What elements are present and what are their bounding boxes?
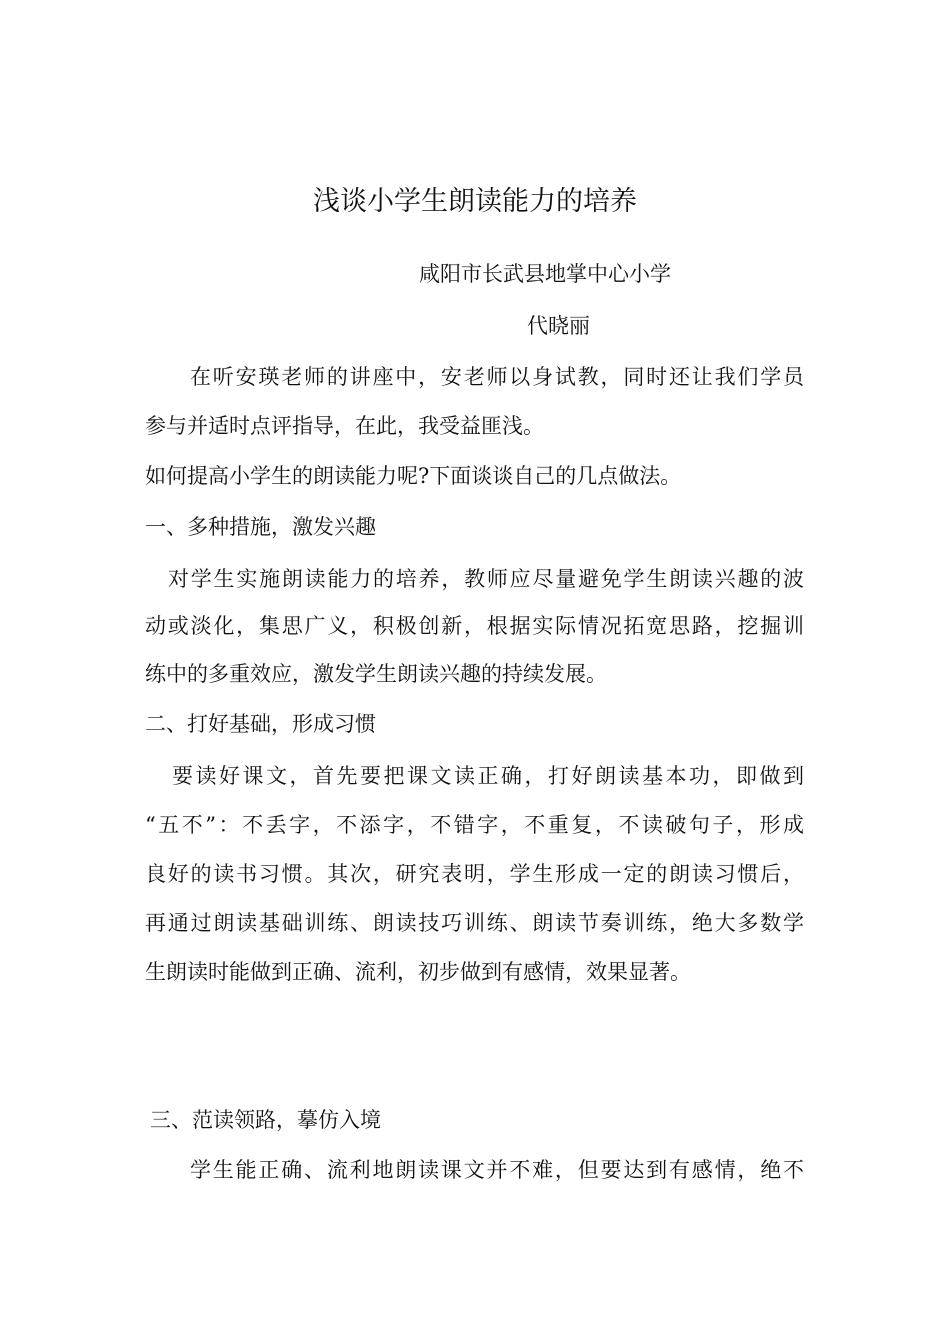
section-1-heading: 一、多种措施，激发兴趣 [145, 515, 376, 539]
section-1-line-2: 动或淡化，集思广义，积极创新，根据实际情况拓宽思路，挖掘训 [145, 614, 804, 638]
section-2-line-4: 再通过朗读基础训练、朗读技巧训练、朗读节奏训练，绝大多数学 [145, 911, 804, 935]
section-1-line-1: 对学生实施朗读能力的培养，教师应尽量避免学生朗读兴趣的波 [168, 567, 804, 591]
section-3-heading: 三、范读领路，摹仿入境 [150, 1108, 381, 1132]
section-2-line-3: 良好的读书习惯。其次，研究表明，学生形成一定的朗读习惯后， [145, 862, 804, 886]
section-2-line-1: 要读好课文，首先要把课文读正确，打好朗读基本功，即做到 [172, 764, 804, 788]
question-paragraph: 如何提高小学生的朗读能力呢?下面谈谈自己的几点做法。 [145, 464, 682, 488]
school-name: 咸阳市长武县地掌中心小学 [419, 262, 671, 286]
section-2-heading: 二、打好基础，形成习惯 [145, 712, 376, 736]
intro-line-2: 参与并适时点评指导，在此，我受益匪浅。 [145, 414, 544, 438]
section-2-line-2: “五不”：不丢字，不添字，不错字，不重复，不读破句子，形成 [145, 813, 804, 837]
document-title: 浅谈小学生朗读能力的培养 [313, 186, 637, 217]
section-3-line-1: 学生能正确、流利地朗读课文并不难，但要达到有感情，绝不 [190, 1158, 804, 1182]
section-2-line-5: 生朗读时能做到正确、流利，初步做到有感情，效果显著。 [145, 960, 691, 984]
intro-line-1: 在听安瑛老师的讲座中，安老师以身试教，同时还让我们学员 [190, 365, 804, 389]
section-1-line-3: 练中的多重效应，激发学生朗读兴趣的持续发展。 [145, 662, 607, 686]
author-name: 代晓丽 [527, 314, 590, 338]
